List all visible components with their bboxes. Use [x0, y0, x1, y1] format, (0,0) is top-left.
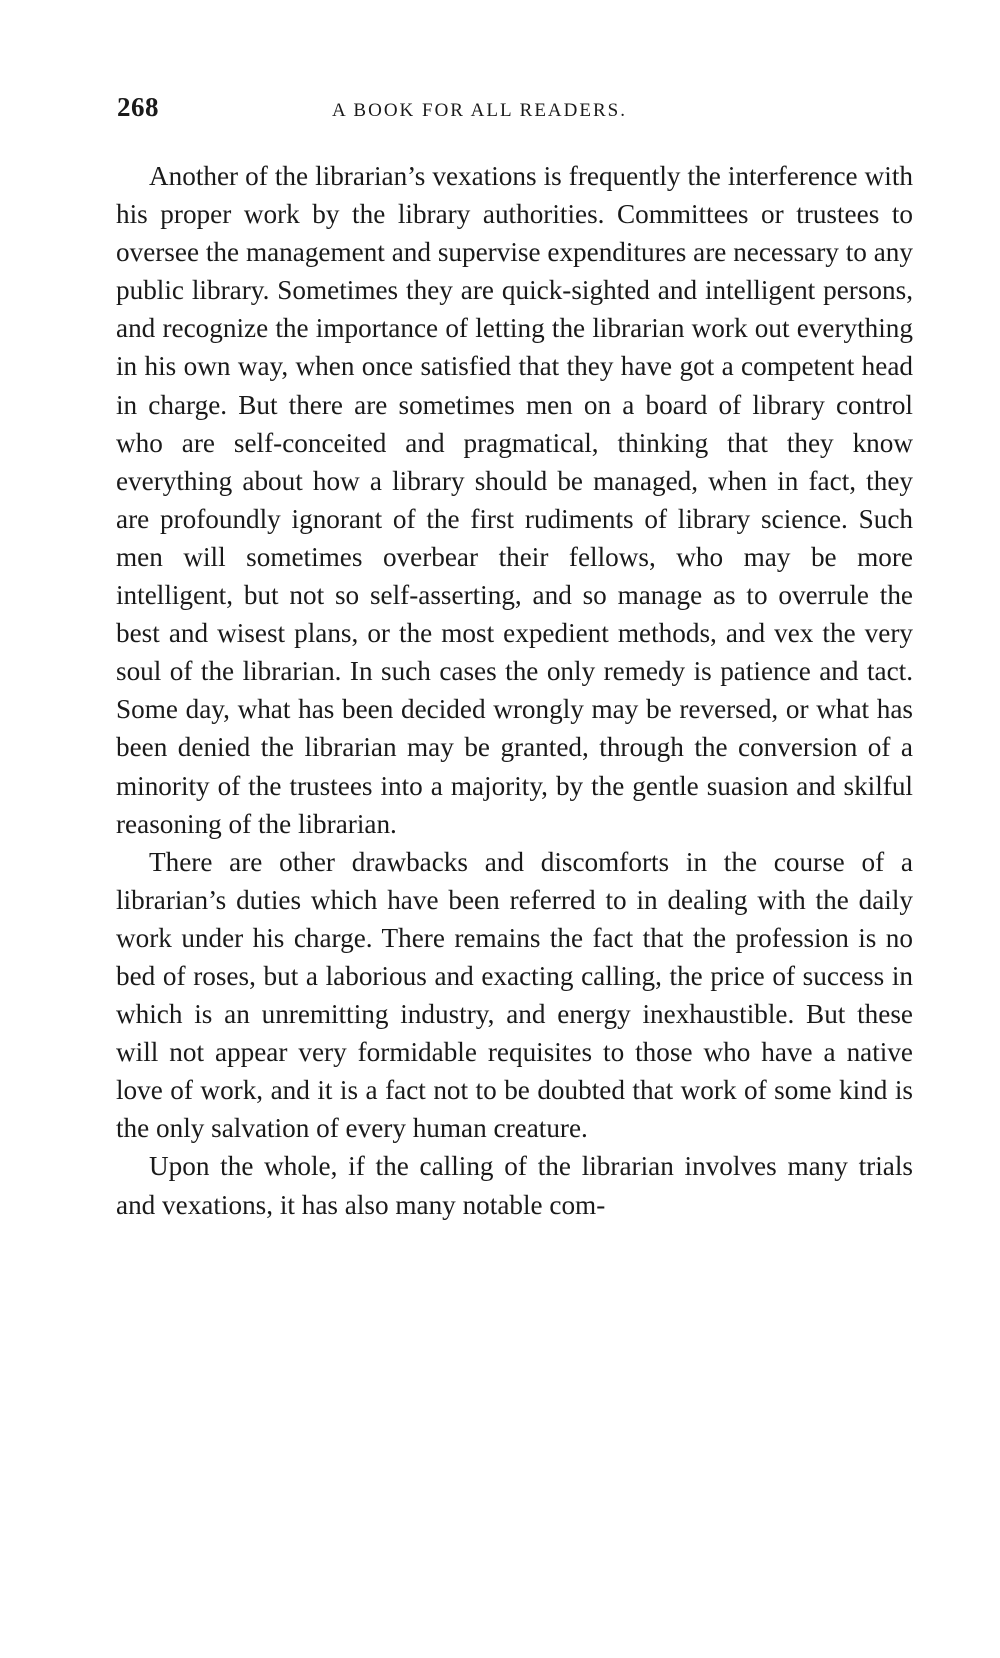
paragraph-drawbacks: There are other drawbacks and discomforts in the course of a librarian’s duties which have been referred to in dealing with the daily work under his charge. There remains the fact that the profession is no bed of roses, but a laborious and exacting calling, the price of success in which is an unremitting industry, and energy inexhaustible. But these will not appear very formidable requisites to those who have a native love of work, and it is a fact not to be doubted that work of some kind is the only salvation of every human creature. [116, 846, 913, 1144]
page-number: 268 [117, 92, 159, 122]
paragraph-upon-the-whole: Upon the whole, if the calling of the librarian involves many trials and vexations, it has also many notable com- [116, 1151, 913, 1220]
running-title: A BOOK FOR ALL READERS. [332, 100, 627, 121]
page-header [117, 92, 912, 132]
paragraph-librarian-vexations: Another of the librarian’s vexations is frequently the interference with his proper work by the library authorities. Committees or trustees to oversee the management and supervise expenditures are necessary to any public library. Sometimes they are quick-sighted and intelligent persons, and recognize the importance of letting the librarian work out everything in his own way, when once satisfied that they have got a competent head in charge. But there are sometimes men on a board of library control who are self-conceited and pragmatical, thinking that they know everything about how a library should be managed, when in fact, they are profoundly ignorant of the first rudiments of library science. Such men will sometimes overbear their fellows, who may be more intelligent, but not so self-asserting, and so manage as to overrule the best and wisest plans, or the most expedient methods, and vex the very soul of the librarian. In such cases the only remedy is patience and tact. Some day, what has been decided wrongly may be reversed, or what has been denied the librarian may be granted, through the conversion of a minority of the trustees into a majority, by the gentle suasion and skilful reasoning of the librarian. [116, 161, 913, 839]
body-text [116, 157, 913, 1224]
